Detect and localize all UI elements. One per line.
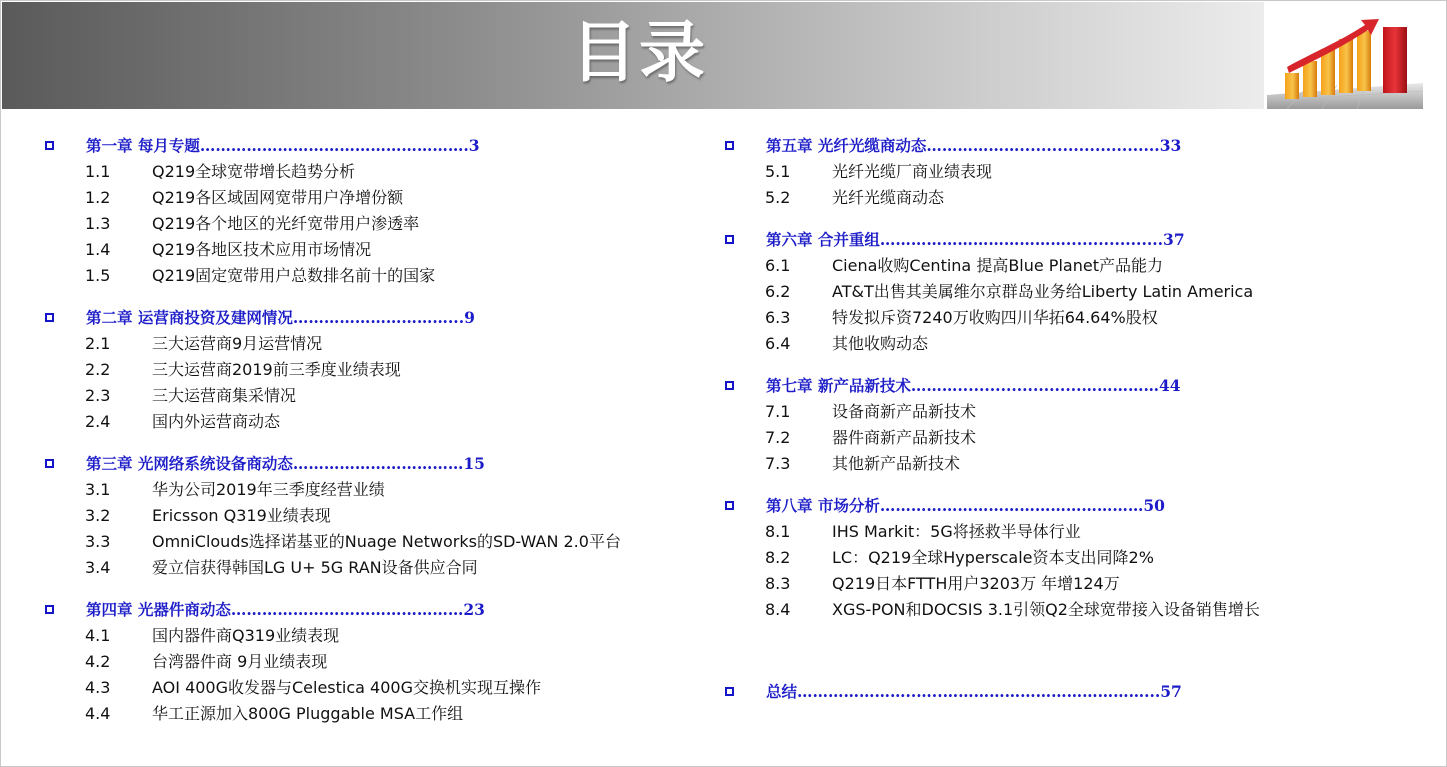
square-bullet-icon — [725, 141, 734, 150]
square-bullet-icon — [45, 605, 54, 614]
square-bullet-icon — [725, 501, 734, 510]
slide: 目录 第一章 每月专题…………………………………………….3 1.1 Q219全球宽带增长趋势分析 1.2 Q219各区域固网宽带用户净增份额 1.3 Q219各个地区的光纤宽带用户渗透率 1.4 Q219各地区技术应用市场情况 1.5 Q219固定宽带用户总数排名前十的国家 第二章 运营商投资及建网情况…………………………...9 2.1 三大运营商9月运营情况 2.2 三大运营商2019前三季度业绩表现 2.3 三大运营商集采情况 2.4 国内外运营商动态 第三章 光网络系统设备商动态……………………………15 3.1 华为公司2019年三季度经营业绩 3.2 Ericsson Q319业绩表现 3.3 OmniClouds选择诺基亚的Nuage Networks的SD-WAN 2.0平台 3.4 爱立信获得韩国LG U+ 5G RAN设备供应合同 第四章 光器件商动态………………………………………23 4.1 国内器件商Q319业绩表现 4.2 台湾器件商 9月业绩表现 4.3 AOI 400G收发器与Celestica 400G交换机实现互操作 4.4 华工正源加入800G Pluggable MSA工作组 第五章 光纤光缆商动态………………..........................33 5.1 光纤光缆厂商业绩表现 5.2 光纤光缆商动态 第六章 合并重组………………………………..................37 6.1 Ciena收购Centina 提高Blue Planet产品能力 6.2 AT&T出售其美属维尔京群岛业务给Liberty Latin America 6.3 特发拟斥资7240万收购四川华拓64.64%股权 6.4 其他收购动态 第七章 新产品新技术……….......................……………44 7.1 设备商新产品新技术 7.2 器件商新产品新技术 7.3 其他新产品新技术 第八章 市场分析……………………………………………50 8.1 IHS Markit：5G将拯救半导体行业 8.2 LC：Q219全球Hyperscale资本支出同降2% 8.3 Q219日本FTTH用户3203万 年增124万 8.4 XGS-PON和DOCSIS 3.1引领Q2全球宽带接入设备销售增长 总结…………………..…..…………………………………...57 — [0, 0, 1447, 767]
square-bullet-icon — [45, 313, 54, 322]
bar-chart-growth-icon — [1267, 3, 1423, 109]
square-bullet-icon — [725, 381, 734, 390]
square-bullet-icon — [725, 235, 734, 244]
square-bullet-icon — [725, 687, 734, 696]
page-title: 目录 — [571, 14, 707, 91]
square-bullet-icon — [45, 141, 54, 150]
square-bullet-icon — [45, 459, 54, 468]
